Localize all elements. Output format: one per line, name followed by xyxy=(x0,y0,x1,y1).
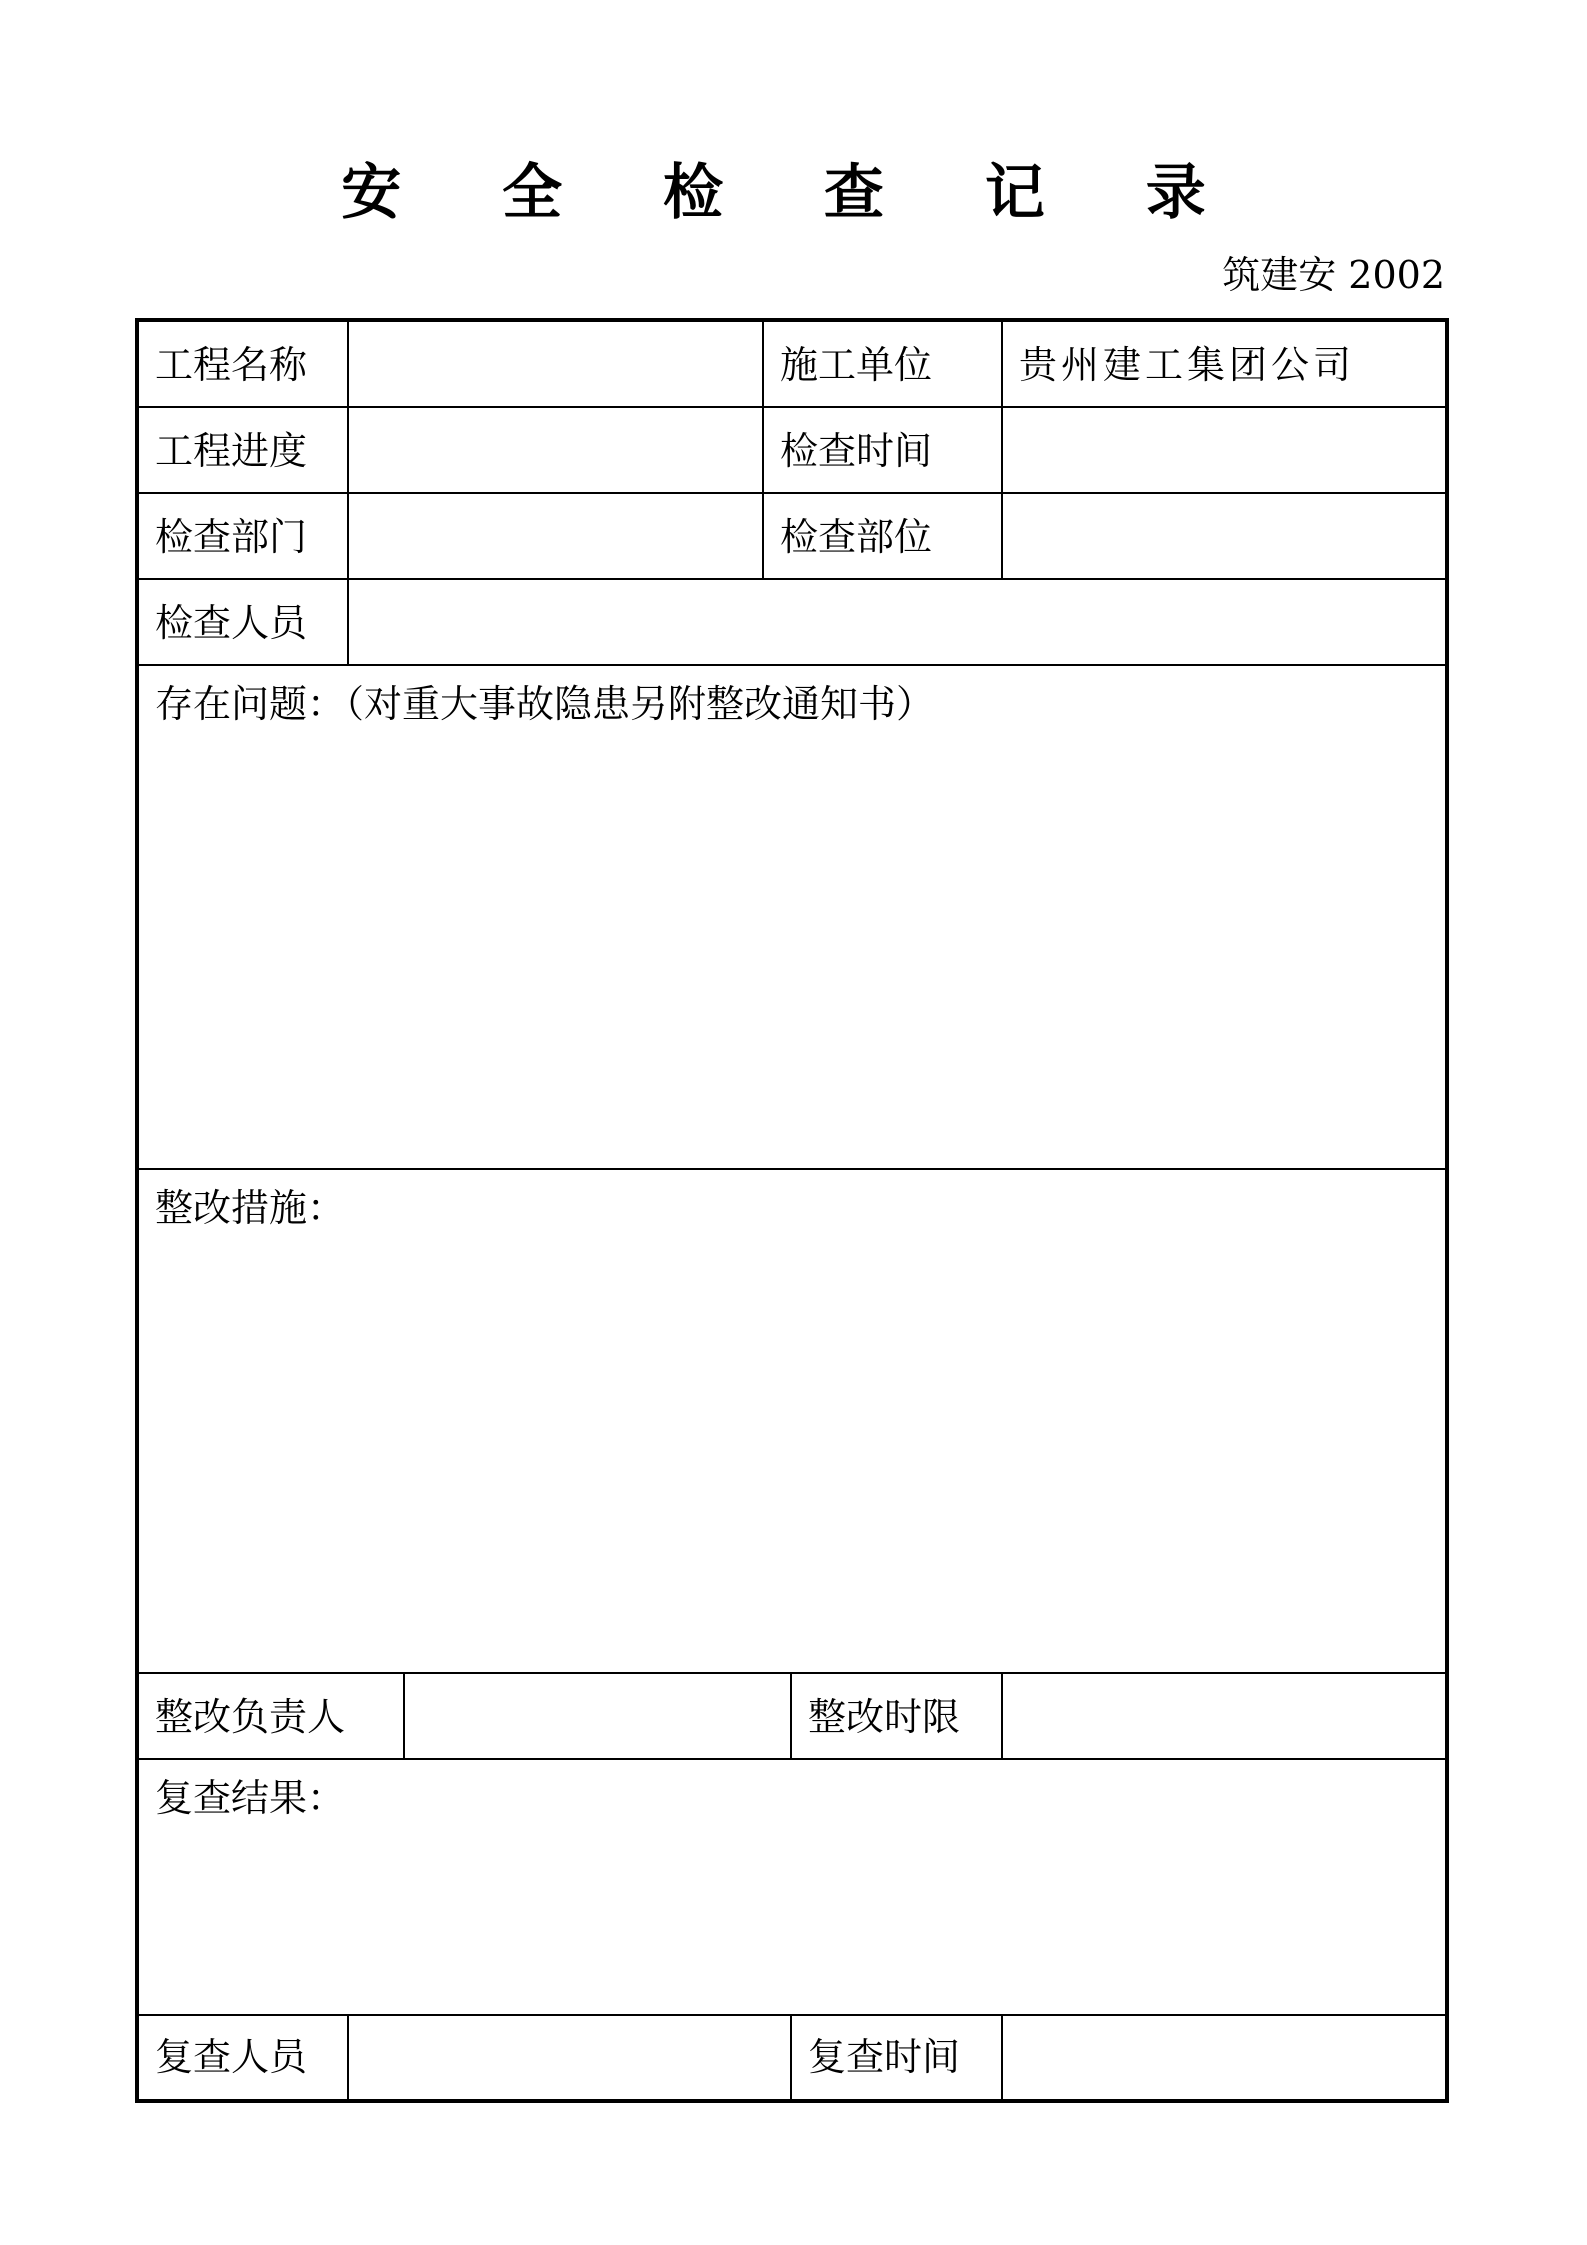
inspection-location-field[interactable] xyxy=(1003,494,1445,580)
contractor-field[interactable]: 贵州建工集团公司 xyxy=(1019,343,1356,387)
inspection-dept-label: 检查部门 xyxy=(155,515,308,559)
rectify-deadline-label: 整改时限 xyxy=(808,1695,961,1739)
inspection-location-label: 检查部位 xyxy=(780,515,933,559)
page-title: 安 全 检 查 记 录 xyxy=(341,158,1246,228)
inspection-dept-field[interactable] xyxy=(349,494,762,580)
review-time-field[interactable] xyxy=(1003,2016,1445,2098)
contractor-label: 施工单位 xyxy=(780,343,933,387)
progress-label: 工程进度 xyxy=(155,429,308,473)
form-code: 筑建安 2002 xyxy=(1222,253,1445,297)
measures-field[interactable] xyxy=(139,1246,1445,1666)
reviewer-label: 复查人员 xyxy=(155,2035,308,2079)
progress-field[interactable] xyxy=(349,408,762,494)
inspectors-label: 检查人员 xyxy=(155,601,308,645)
project-name-field[interactable] xyxy=(349,322,762,408)
rectify-deadline-field[interactable] xyxy=(1003,1674,1445,1760)
inspection-time-field[interactable] xyxy=(1003,408,1445,494)
inspection-time-label: 检查时间 xyxy=(780,429,933,473)
project-name-label: 工程名称 xyxy=(155,343,308,387)
measures-label: 整改措施： xyxy=(155,1186,346,1230)
review-result-label: 复查结果： xyxy=(155,1776,346,1820)
issues-label: 存在问题：（对重大事故隐患另附整改通知书） xyxy=(155,682,935,726)
inspection-form xyxy=(135,318,1449,2103)
review-result-field[interactable] xyxy=(139,1832,1445,2008)
rectify-owner-field[interactable] xyxy=(405,1674,790,1760)
review-time-label: 复查时间 xyxy=(808,2035,961,2079)
reviewer-field[interactable] xyxy=(349,2016,790,2098)
inspectors-field[interactable] xyxy=(349,580,1445,666)
row-divider xyxy=(139,1168,1445,1170)
rectify-owner-label: 整改负责人 xyxy=(155,1695,346,1739)
issues-field[interactable] xyxy=(139,742,1445,1162)
